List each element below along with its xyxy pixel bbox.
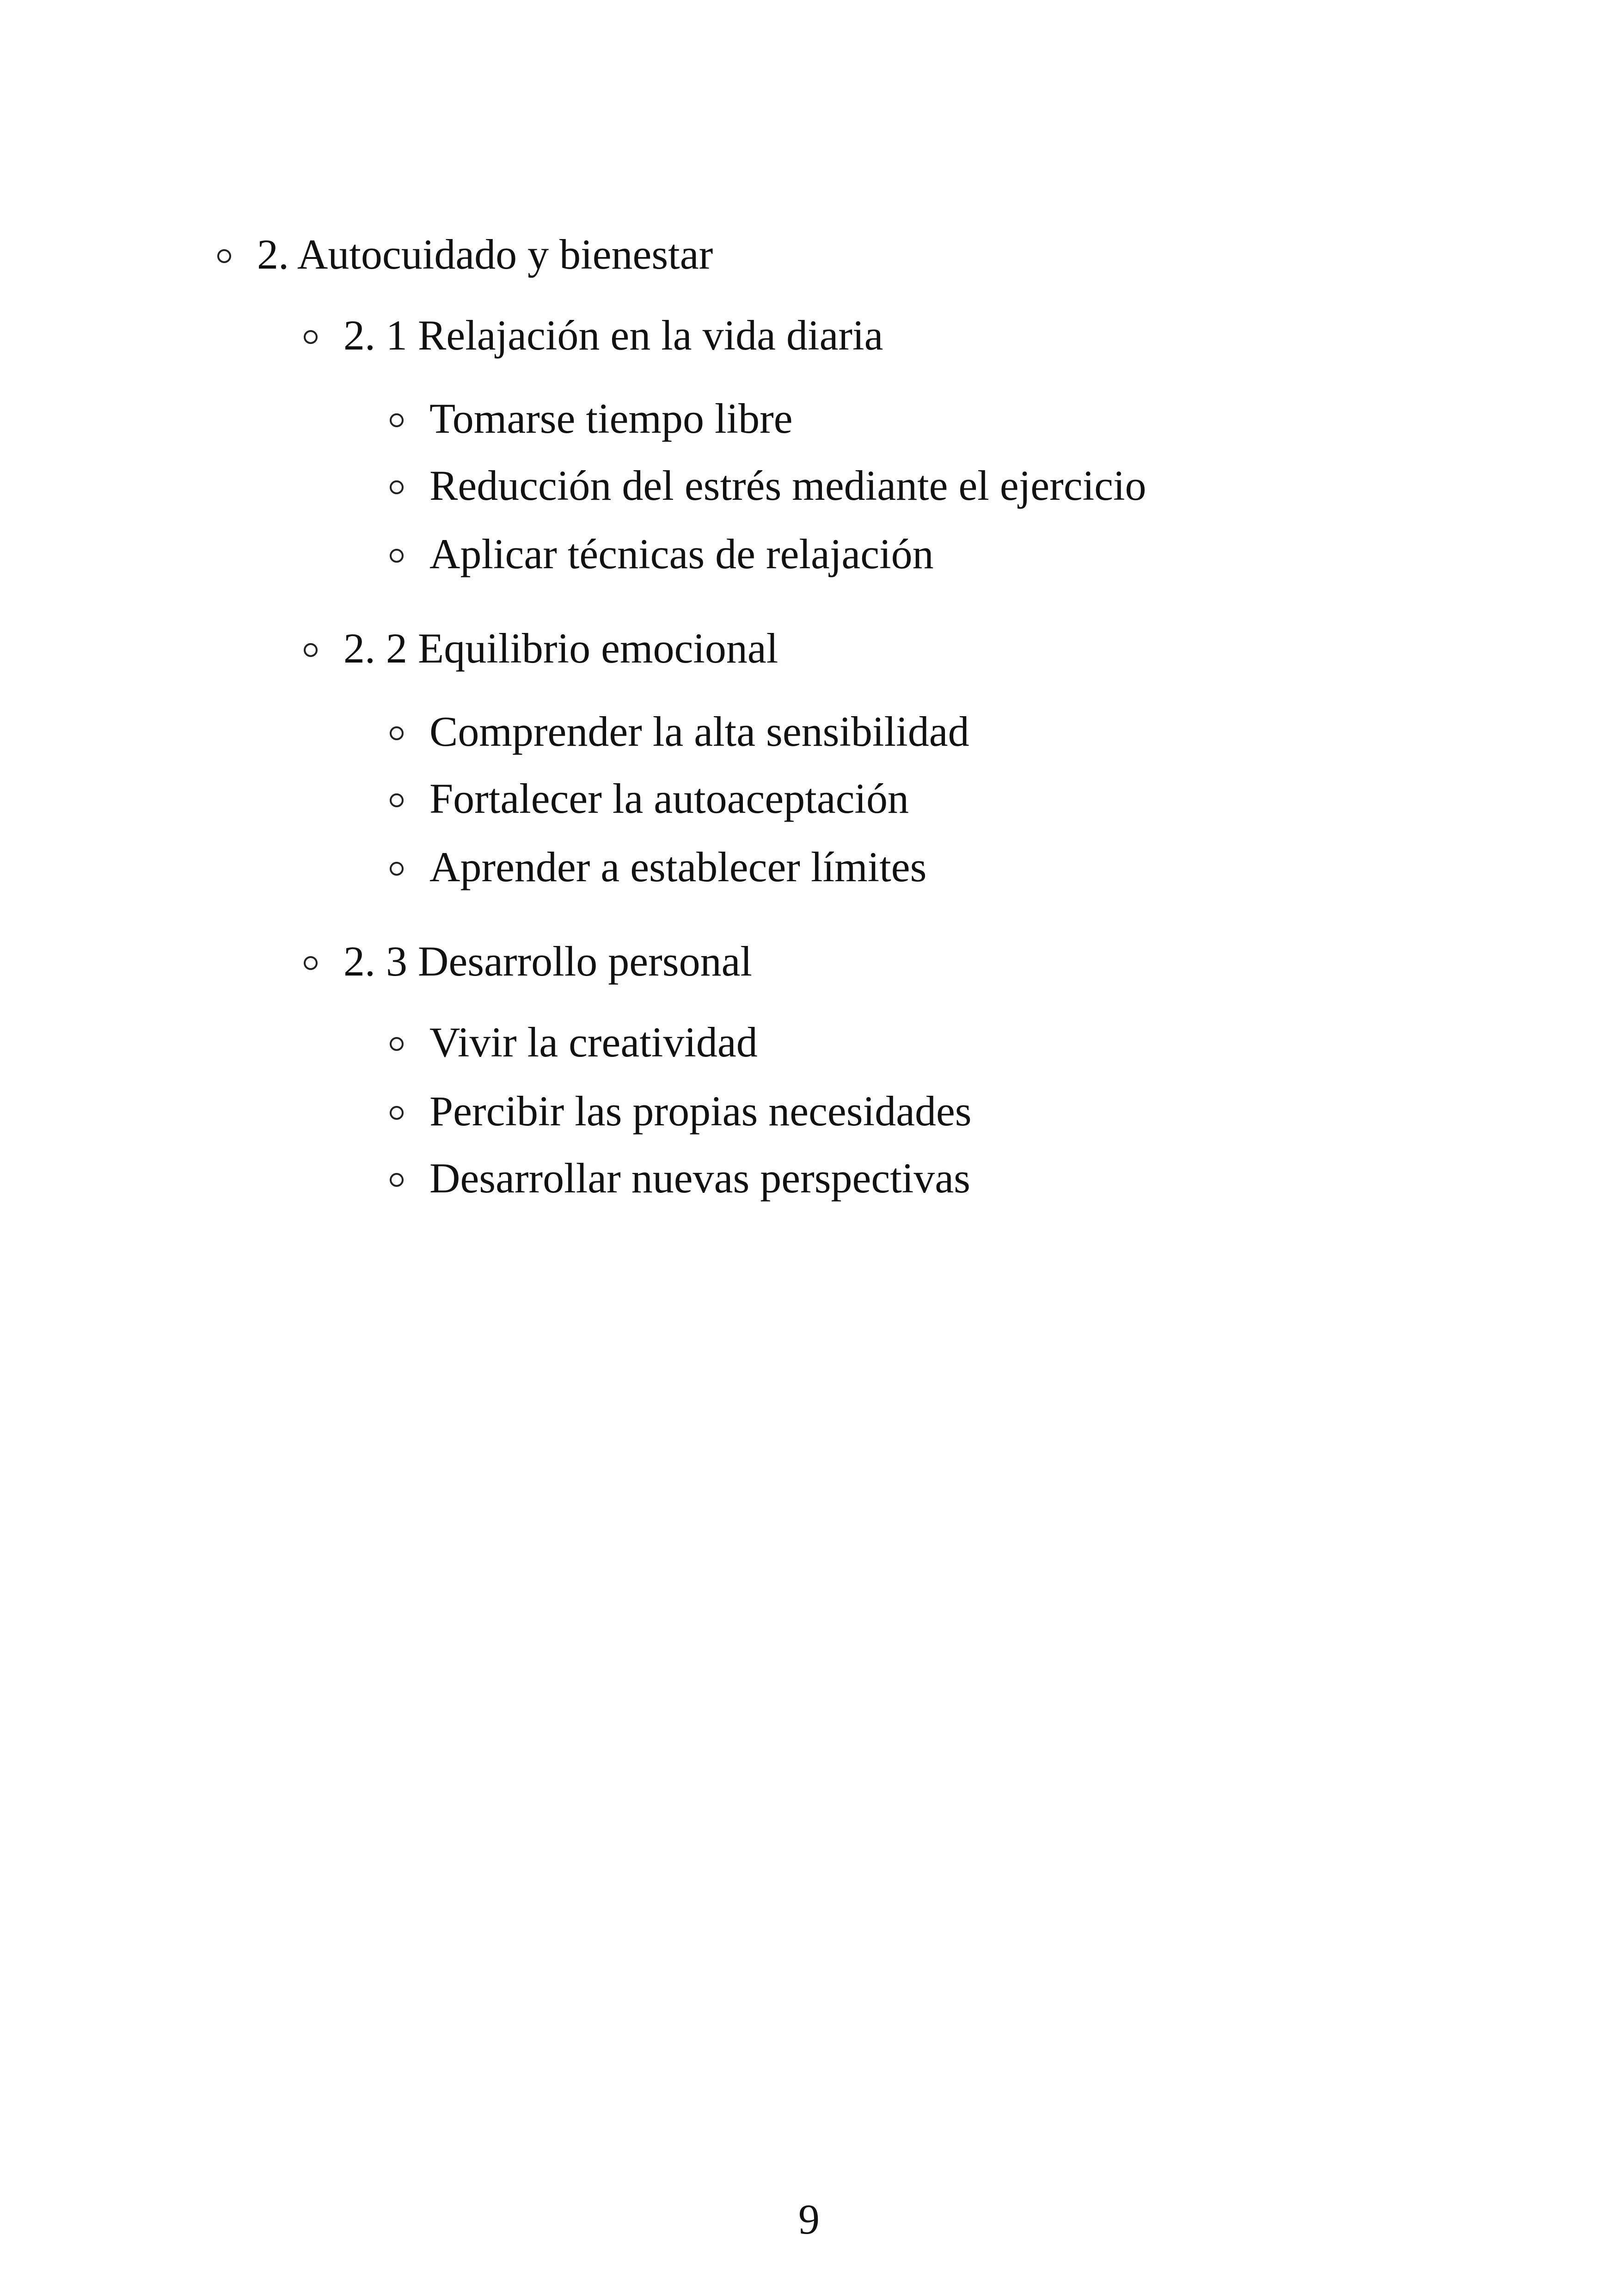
outline-title [217,229,713,280]
list-item-text: Comprender la alta sensibilidad [429,708,969,755]
section-heading [304,310,883,361]
list-item [390,1153,970,1203]
list-item [390,1086,972,1136]
hollow-circle-icon [390,726,404,740]
section-heading [304,623,778,674]
hollow-circle-icon [390,549,404,563]
hollow-circle-icon [304,956,318,970]
hollow-circle-icon [390,413,404,427]
list-item-text: Percibir las propias necesidades [429,1087,972,1135]
list-item-text: Fortalecer la autoaceptación [429,775,909,822]
section-heading [304,936,752,987]
list-item [390,706,969,757]
hollow-circle-icon [390,1106,404,1120]
hollow-circle-icon [390,1173,404,1187]
list-item-text: Tomarse tiempo libre [429,395,793,442]
list-item [390,773,909,824]
list-item-text: Aprender a establecer límites [429,843,927,890]
list-item [390,1017,758,1068]
list-item-text: Reducción del estrés mediante el ejercicio [429,462,1146,509]
list-item-text: Desarrollar nuevas perspectivas [429,1154,970,1202]
list-item [390,528,934,579]
outline-title-text: 2. Autocuidado y bienestar [257,231,713,278]
hollow-circle-icon [390,793,404,807]
section-heading-text: 2. 3 Desarrollo personal [343,938,752,985]
list-item [390,841,926,892]
list-item [390,393,793,444]
hollow-circle-icon [217,249,231,263]
hollow-circle-icon [390,1037,404,1051]
hollow-circle-icon [304,643,318,657]
hollow-circle-icon [304,330,318,344]
hollow-circle-icon [390,862,404,876]
list-item [390,460,1146,511]
list-item-text: Vivir la creatividad [429,1019,758,1066]
section-heading-text: 2. 1 Relajación en la vida diaria [343,312,883,359]
page-number: 9 [798,2196,820,2243]
list-item-text: Aplicar técnicas de relajación [429,530,934,577]
section-heading-text: 2. 2 Equilibrio emocional [343,625,778,672]
hollow-circle-icon [390,480,404,494]
